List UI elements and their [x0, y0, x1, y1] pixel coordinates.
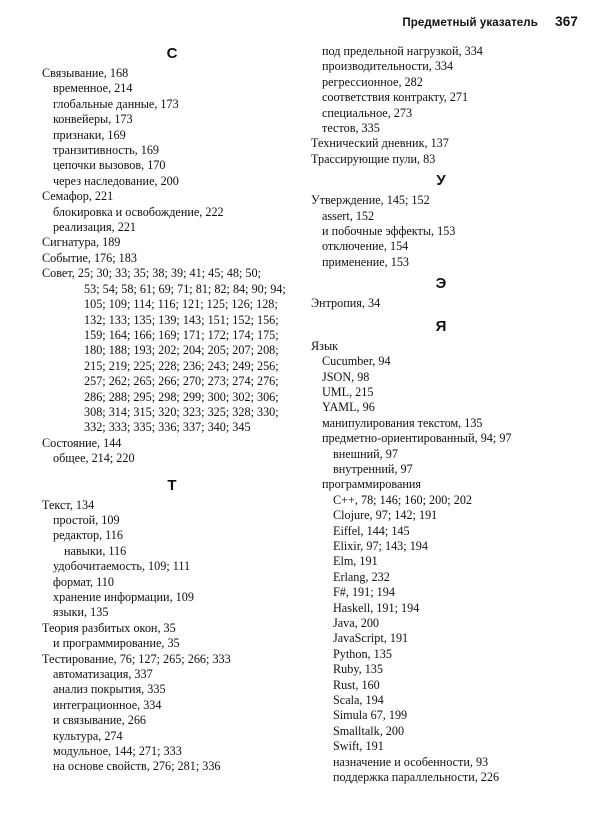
index-continuation: 308; 314; 315; 320; 323; 325; 328; 330;: [84, 404, 279, 419]
index-subsubentry: Elixir, 97; 143; 194: [333, 538, 428, 553]
index-continuation: 132; 133; 135; 139; 143; 151; 152; 156;: [84, 312, 279, 327]
index-subentry: и побочные эффекты, 153: [322, 224, 456, 239]
index-subentry: культура, 274: [53, 728, 123, 743]
index-entry: Связывание, 168: [42, 66, 129, 80]
index-column-left: [42, 42, 302, 775]
index-continuation: 286; 288; 295; 298; 299; 300; 302; 306;: [84, 389, 279, 404]
index-continuation: 332; 333; 335; 336; 337; 340; 345: [84, 420, 251, 435]
page-number: 367: [555, 14, 578, 29]
index-subentry: модульное, 144; 271; 333: [53, 744, 182, 759]
index-subentry: глобальные данные, 173: [53, 96, 179, 111]
index-entry: Тестирование, 76; 127; 265; 266; 333: [42, 651, 231, 666]
index-subentry: через наследование, 200: [53, 173, 179, 188]
index-entry: Технический дневник, 137: [311, 136, 449, 151]
index-subentry: и программирование, 35: [53, 636, 180, 651]
index-entry: Семафор, 221: [42, 189, 114, 204]
index-subsubentry: внешний, 97: [333, 446, 398, 461]
section-letter: У: [436, 172, 446, 190]
index-entry: Утверждение, 145; 152: [311, 193, 430, 208]
index-subsubentry: Smalltalk, 200: [333, 723, 405, 738]
index-subsubentry: навыки, 116: [64, 543, 127, 558]
header-title: Предметный указатель: [402, 17, 538, 29]
index-entry: Сигнатура, 189: [42, 235, 121, 250]
index-subentry: применение, 153: [322, 254, 410, 269]
index-entry: Совет, 25; 30; 33; 35; 38; 39; 41; 45; 48; 50;: [42, 266, 261, 281]
index-subsubentry: Swift, 191: [333, 739, 384, 754]
running-header: [402, 14, 578, 29]
index-continuation: 257; 262; 265; 266; 270; 273; 274; 276;: [84, 374, 279, 389]
index-subentry: хранение информации, 109: [53, 590, 194, 604]
index-subentry: программирования: [322, 477, 421, 492]
index-subentry: регрессионное, 282: [322, 74, 423, 89]
index-subentry: отключение, 154: [322, 239, 409, 254]
index-subentry: манипулирования текстом, 135: [322, 415, 483, 430]
index-subsubentry: C++, 78; 146; 160; 200; 202: [333, 492, 473, 507]
index-subsubentry: Rust, 160: [333, 677, 380, 692]
index-entry: Событие, 176; 183: [42, 250, 137, 265]
index-subsubentry: Clojure, 97; 142; 191: [333, 508, 438, 523]
index-subentry: анализ покрытия, 335: [53, 682, 166, 697]
index-entry: Текст, 134: [42, 497, 95, 512]
index-continuation: 215; 219; 225; 228; 236; 243; 249; 256;: [84, 358, 279, 373]
index-continuation: 105; 109; 114; 116; 121; 125; 126; 128;: [84, 297, 278, 312]
index-subentry: формат, 110: [53, 574, 114, 589]
index-subsubentry: назначение и особенности, 93: [333, 754, 489, 769]
index-subsubentry: Eiffel, 144; 145: [333, 523, 410, 538]
index-subentry: производительности, 334: [322, 59, 454, 74]
index-subentry: языки, 135: [53, 605, 109, 620]
index-subentry: временное, 214: [53, 81, 133, 96]
index-subsubentry: Elm, 191: [333, 554, 378, 569]
index-subentry: конвейеры, 173: [53, 112, 133, 127]
index-subentry: JSON, 98: [322, 369, 370, 384]
index-subentry: цепочки вызовов, 170: [53, 158, 166, 173]
index-subentry: удобочитаемость, 109; 111: [53, 559, 191, 574]
index-subentry: редактор, 116: [53, 528, 123, 543]
section-letter: Э: [435, 275, 447, 293]
index-subentry: простой, 109: [53, 512, 120, 527]
index-subsubentry: Java, 200: [333, 616, 380, 630]
index-subsubentry: F#, 191; 194: [333, 585, 395, 600]
index-subentry: интеграционное, 334: [53, 697, 162, 712]
index-subentry: общее, 214; 220: [53, 451, 135, 466]
index-subentry: тестов, 335: [322, 121, 380, 136]
index-subentry: блокировка и освобождение, 222: [53, 204, 224, 219]
index-subsubentry: Erlang, 232: [333, 569, 390, 584]
index-subentry: под предельной нагрузкой, 334: [322, 44, 483, 58]
section-letter: Я: [435, 317, 447, 335]
index-subentry: на основе свойств, 276; 281; 336: [53, 759, 221, 774]
index-entry: Трассирующие пули, 83: [311, 151, 436, 166]
index-continuation: 53; 54; 58; 61; 69; 71; 81; 82; 84; 90; 94;: [84, 281, 286, 296]
index-subsubentry: Haskell, 191; 194: [333, 600, 420, 615]
index-subsubentry: Ruby, 135: [333, 662, 383, 677]
index-subentry: реализация, 221: [53, 220, 137, 235]
index-subsubentry: Simula 67, 199: [333, 708, 408, 723]
index-entry: Теория разбитых окон, 35: [42, 620, 176, 635]
index-continuation: 180; 188; 193; 202; 204; 205; 207; 208;: [84, 343, 279, 358]
index-subsubentry: внутренний, 97: [333, 461, 413, 476]
index-continuation: 159; 164; 166; 169; 171; 172; 174; 175;: [84, 327, 279, 342]
index-column-right: [311, 44, 571, 785]
section-letter: С: [166, 45, 178, 62]
index-subsubentry: Scala, 194: [333, 693, 384, 708]
section-letter: Т: [167, 476, 177, 494]
index-entry: Состояние, 144: [42, 435, 122, 450]
index-entry: Энтропия, 34: [311, 296, 381, 311]
index-subsubentry: поддержка параллельности, 226: [333, 770, 500, 785]
index-subentry: assert, 152: [322, 208, 375, 223]
index-subentry: предметно-ориентированный, 94; 97: [322, 431, 512, 446]
index-subentry: транзитивность, 169: [53, 143, 160, 158]
index-subentry: UML, 215: [322, 384, 374, 399]
index-subentry: YAML, 96: [322, 400, 375, 415]
index-subentry: соответствия контракту, 271: [322, 90, 469, 105]
index-subentry: Cucumber, 94: [322, 354, 391, 369]
index-subentry: автоматизация, 337: [53, 667, 153, 682]
index-subentry: специальное, 273: [322, 105, 413, 120]
index-entry: Язык: [311, 338, 339, 353]
index-subsubentry: Python, 135: [333, 646, 392, 661]
index-subsubentry: JavaScript, 191: [333, 631, 409, 646]
index-subentry: признаки, 169: [53, 127, 126, 142]
index-subentry: и связывание, 266: [53, 713, 147, 728]
